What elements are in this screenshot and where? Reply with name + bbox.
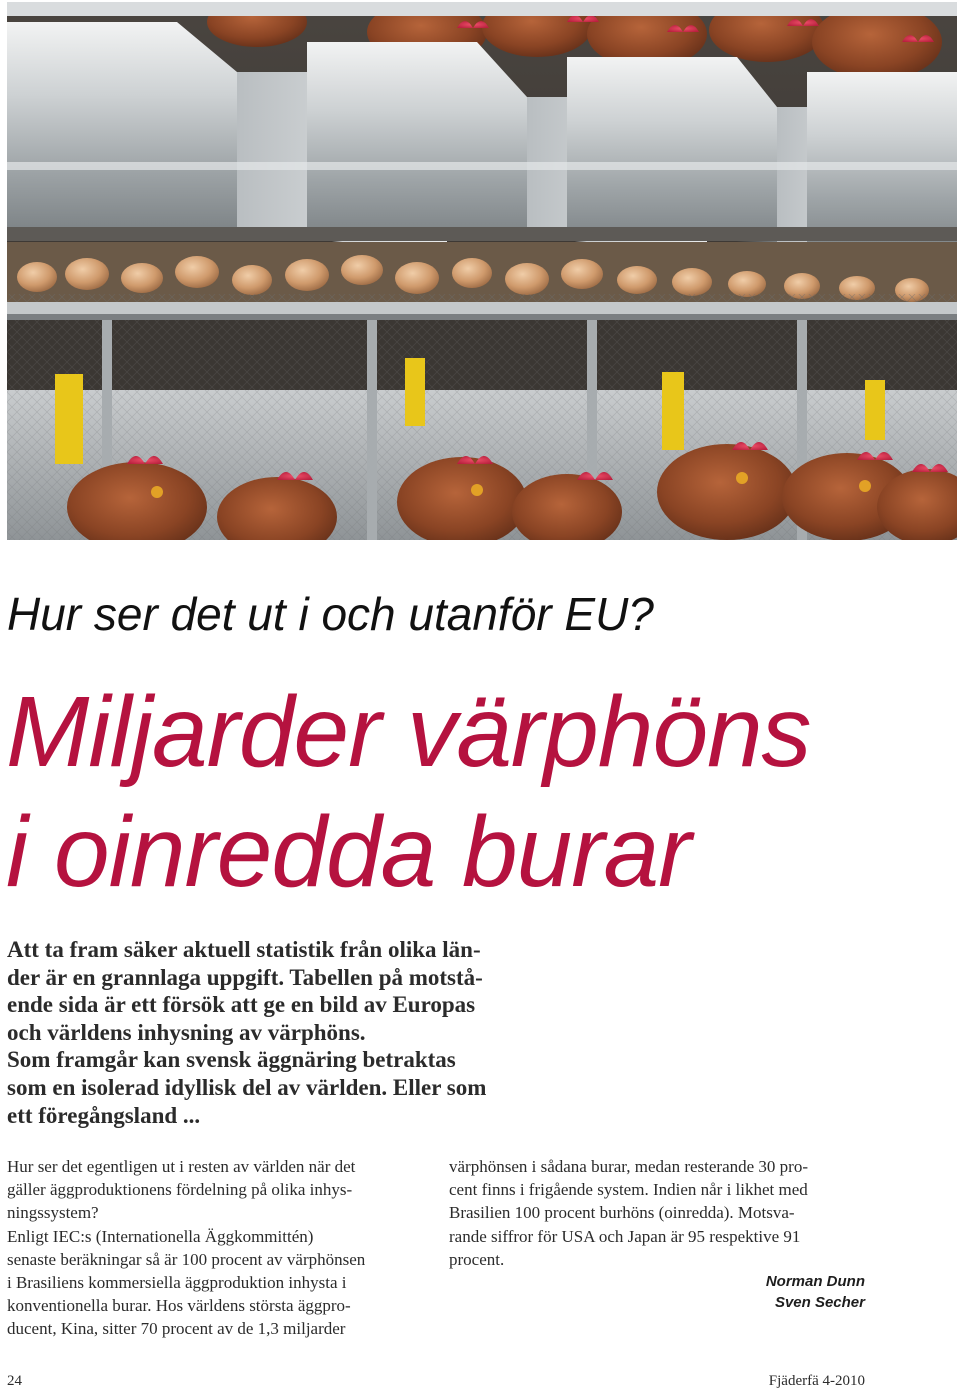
title-line: i oinredda burar <box>6 796 691 908</box>
kicker-heading: Hur ser det ut i och utanför EU? <box>7 588 654 640</box>
page-number: 24 <box>7 1373 22 1389</box>
lead-line: Att ta fram säker aktuell statistik från olika län- <box>7 937 481 962</box>
body-line: rande siffror för USA och Japan är 95 respektive 91 <box>449 1226 801 1246</box>
body-line: värphönsen i sådana burar, medan resterande 30 pro- <box>449 1157 809 1176</box>
egg-collection-belt <box>7 242 957 320</box>
article-title <box>6 672 811 912</box>
lead-line: Som framgår kan svensk äggnäring betraktas <box>7 1047 456 1073</box>
lead-paragraph <box>7 936 541 1129</box>
body-line: ducent, Kina, sitter 70 procent av de 1,3 miljarder <box>7 1319 346 1339</box>
lead-line: ende sida är ett försök att ge en bild av Europas <box>7 992 476 1018</box>
body-column-left <box>7 1155 422 1341</box>
lead-line: och världens inhysning av värphöns. <box>7 1019 366 1045</box>
body-line: Brasilien 100 procent burhöns (oinredda). Motsva- <box>449 1203 795 1223</box>
body-line: cent finns i frigående system. Indien når i likhet med <box>449 1180 808 1200</box>
author-name: Sven Secher <box>774 1294 865 1311</box>
body-line: ningssystem? <box>7 1203 99 1223</box>
body-line: Hur ser det egentligen ut i resten av världen när det <box>7 1157 356 1176</box>
hero-photo-laying-hens-cages <box>7 2 957 540</box>
body-line: gäller äggproduktionens fördelning på olika inhys- <box>7 1180 353 1200</box>
lead-line: ett föregångsland ... <box>7 1102 201 1128</box>
body-line: konventionella burar. Hos världens största äggpro- <box>7 1296 351 1316</box>
publication-name: Fjäderfä 4-2010 <box>768 1373 865 1389</box>
byline <box>600 1271 865 1313</box>
author-name: Norman Dunn <box>765 1273 865 1290</box>
title-line: Miljarder värphöns <box>6 676 811 788</box>
body-line: i Brasiliens kommersiella äggproduktion inhysta i <box>7 1272 347 1292</box>
body-line: Enligt IEC:s (Internationella Äggkommittén) <box>7 1226 314 1246</box>
body-line: senaste beräkningar så är 100 procent av värphönsen <box>7 1249 366 1269</box>
lead-line: der är en grannlaga uppgift. Tabellen på motstå- <box>7 964 483 990</box>
body-line: procent. <box>449 1249 505 1269</box>
lead-line: som en isolerad idyllisk del av världen. Eller som <box>7 1074 487 1100</box>
body-column-right <box>449 1155 865 1271</box>
